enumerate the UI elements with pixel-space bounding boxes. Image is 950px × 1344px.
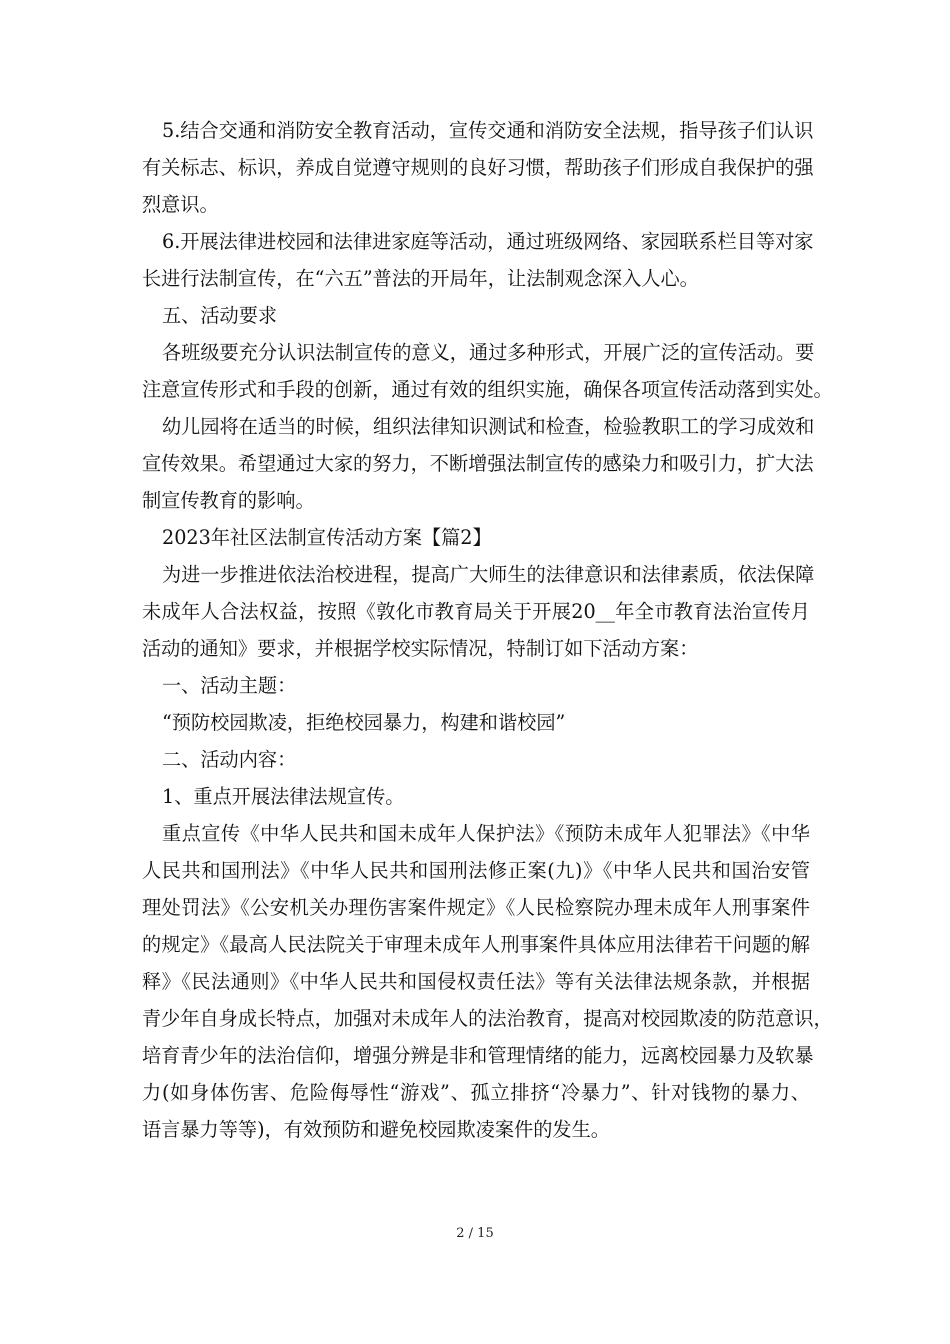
text-line: 语言暴力等等)，有效预防和避免校园欺凌案件的发生。 <box>142 1118 610 1141</box>
paragraph <box>142 778 810 815</box>
paragraph <box>142 297 810 334</box>
text-line: 理处罚法》《公安机关办理伤害案件规定》《人民检察院办理未成年人刑事案件 <box>142 896 810 919</box>
document-body <box>142 112 833 1148</box>
text-line: 青少年自身成长特点，加强对未成年人的法治教育，提高对校园欺凌的防范意识， <box>142 1007 833 1030</box>
paragraph <box>142 408 815 519</box>
text-line: 为进一步推进依法治校进程，提高广大师生的法律意识和法律素质，依法保障 <box>162 563 815 586</box>
text-line: 活动的通知》要求，并根据学校实际情况，特制订如下活动方案： <box>142 637 699 660</box>
text-line: 人民共和国刑法》《中华人民共和国刑法修正案(九)》《中华人民共和国治安管 <box>142 859 810 882</box>
text-line: 制宣传教育的影响。 <box>142 489 315 512</box>
text-line: 幼儿园将在适当的时候，组织法律知识测试和检查，检验教职工的学习成效和 <box>162 415 815 438</box>
paragraph <box>142 741 810 778</box>
text-line: 有关标志、标识，养成自觉遵守规则的良好习惯，帮助孩子们形成自我保护的强 <box>142 156 814 179</box>
text-line: “预防校园欺凌，拒绝校园暴力，构建和谐校园” <box>162 711 566 734</box>
text-line: 1、重点开展法律法规宣传。 <box>162 785 405 808</box>
page-number: 2 / 15 <box>456 1226 494 1241</box>
text-line: 长进行法制宣传，在“六五”普法的开局年，让法制观念深入人心。 <box>142 267 699 290</box>
text-line: 宣传效果。希望通过大家的努力，不断增强法制宣传的感染力和吸引力，扩大法 <box>142 452 814 475</box>
paragraph <box>142 667 810 704</box>
text-line: 烈意识。 <box>142 193 219 216</box>
text-line: 注意宣传形式和手段的创新，通过有效的组织实施，确保各项宣传活动落到实处。 <box>142 378 833 401</box>
text-line: 未成年人合法权益，按照《敦化市教育局关于开展20__年全市教育法治宣传月 <box>142 600 810 623</box>
paragraph <box>142 223 814 297</box>
text-line: 的规定》《最高人民法院关于审理未成年人刑事案件具体应用法律若干问题的解 <box>142 933 810 956</box>
paragraph <box>142 704 810 741</box>
text-line: 重点宣传《中华人民共和国未成年人保护法》《预防未成年人犯罪法》《中华 <box>162 822 810 845</box>
text-line: 各班级要充分认识法制宣传的意义，通过多种形式，开展广泛的宣传活动。要 <box>162 341 815 364</box>
text-line: 二、活动内容： <box>162 748 297 771</box>
paragraph <box>142 556 815 667</box>
paragraph <box>142 815 833 1148</box>
text-line: 6.开展法律进校园和法律进家庭等活动，通过班级网络、家园联系栏目等对家 <box>162 230 814 253</box>
text-line: 力(如身体伤害、危险侮辱性“游戏”、孤立排挤“冷暴力”、针对钱物的暴力、 <box>142 1081 810 1104</box>
text-line: 一、活动主题： <box>162 674 297 697</box>
paragraph <box>142 519 810 556</box>
paragraph <box>142 112 814 223</box>
text-line: 2023年社区法制宣传活动方案【篇2】 <box>162 526 492 549</box>
text-line: 培育青少年的法治信仰，增强分辨是非和管理情绪的能力，远离校园暴力及软暴 <box>142 1044 814 1067</box>
text-line: 5.结合交通和消防安全教育活动，宣传交通和消防安全法规，指导孩子们认识 <box>162 119 814 142</box>
text-line: 五、活动要求 <box>162 304 278 327</box>
text-line: 释》《民法通则》《中华人民共和国侵权责任法》等有关法律法规条款，并根据 <box>142 970 810 993</box>
paragraph <box>142 334 833 408</box>
